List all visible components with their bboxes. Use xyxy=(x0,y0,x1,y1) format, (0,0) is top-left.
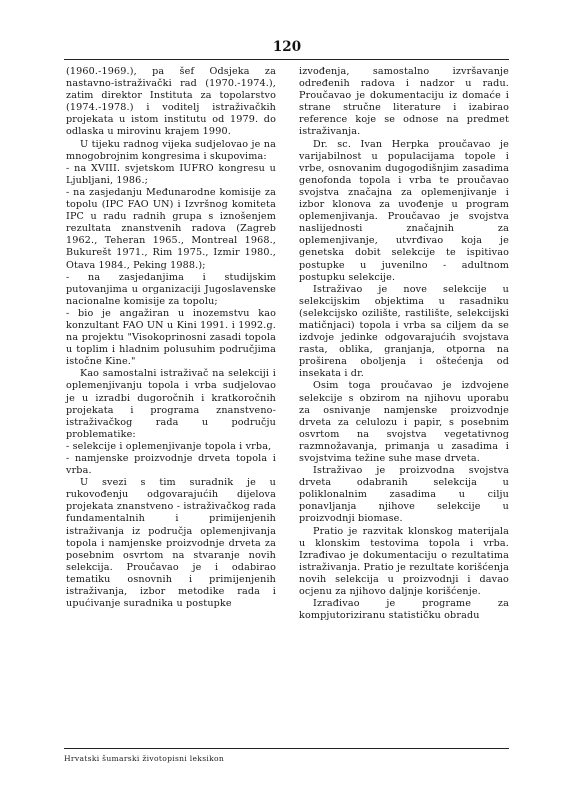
right-column xyxy=(299,66,509,622)
left-paragraph: - na zasjedanjima i studijskim putovanjima u organizaciji Jugoslavenske nacionalne komisije za topolu; xyxy=(66,271,276,307)
left-paragraph: - bio je angažiran u inozemstvu kao konzultant FAO UN u Kini 1991. i 1992.g. na projektu "Visokoprinosni zasadi topola u toplim i hladnim polusuhim područjima istočne Kine." xyxy=(66,307,276,368)
right-paragraph: Izrađivao je programe za kompjutoriziranu statističku obradu xyxy=(299,598,509,622)
right-paragraph: Istraživao je nove selekcije u selekcijskim objektima u rasadniku (selekcijsko ozilište, rastilište, selekcijski matičnjaci) topola i vrba sa ciljem da se izdvoje jedinke odgovarajućih svojstava rasta, oblika, granjanja, otporna na proširena oboljenja i oštećenja od insekata i dr. xyxy=(299,283,509,380)
footer-rule xyxy=(64,748,509,749)
footer-title: Hrvatski šumarski životopisni leksikon xyxy=(64,754,225,763)
page-number: 120 xyxy=(272,39,302,55)
right-paragraph: izvođenja, samostalno izvršavanje određenih radova i nadzor u radu. Proučavao je dokumentaciju iz domaće i strane stručne literature i izabirao reference koje se odnose na predmet istraživanja. xyxy=(299,66,509,138)
left-paragraph: - na XVIII. svjetskom IUFRO kongresu u Ljubljani, 1986.; xyxy=(66,162,276,186)
left-paragraph: (1960.-1969.), pa šef Odsjeka za nastavno-istraživački rad (1970.-1974.), zatim direktor Instituta za topolarstvo (1974.-1978.) i voditelj istraživačkih projekata u istom institutu od 1979. do odlaska u mirovinu krajem 1990. xyxy=(66,66,276,138)
right-paragraph: Osim toga proučavao je izdvojene selekcije s obzirom na njihovu uporabu za osnivanje namjenske proizvodnje drveta za celulozu i papir, s posebnim osvrtom na svojstva vegetativnog razmnožavanja, primanja u zasadima i svojstvima težine suhe mase drveta. xyxy=(299,380,509,464)
left-paragraph: - selekcije i oplemenjivanje topola i vrba, xyxy=(66,440,272,452)
header-rule xyxy=(64,59,509,60)
right-paragraph: Pratio je razvitak klonskog materijala u klonskim testovima topola i vrba. Izrađivao je dokumentaciju o rezultatima istraživanja. Pratio je rezultate korišćenja novih selekcija u proizvodnji i davao ocjenu za njihovo daljnje korišćenje. xyxy=(299,525,510,598)
left-column xyxy=(66,66,276,610)
left-paragraph: - na zasjedanju Međunarodne komisije za topolu (IPC FAO UN) i Izvršnog komiteta IPC u radu radnih grupa s iznošenjem rezultata znanstvenih radova (Zagreb 1962., Teheran 1965., Montreal 1968., Bukurešt 1971., Rim 1975., Izmir 1980., Otava 1984., Peking 1988.); xyxy=(66,186,276,271)
left-paragraph: - namjenske proizvodnje drveta topola i vrba. xyxy=(66,453,276,477)
left-paragraph: U tijeku radnog vijeka sudjelovao je na mnogobrojnim kongresima i skupovima: xyxy=(66,138,276,162)
left-paragraph: U svezi s tim suradnik je u rukovođenju odgovarajućih dijelova projekata znanstveno - istraživačkog rada fundamentalnih i primijenjenih istraživanja iz područja oplemenjivanja topola i namjenske proizvodnje drveta za posebnim osvrtom na stvaranje novih selekcija. Proučavao je i odabirao tematiku osnovnih i primijenjenih istraživanja, izbor metodike rada i upućivanje suradnika u postupke xyxy=(66,477,276,610)
right-paragraph: Istraživao je proizvodna svojstva drveta odabranih selekcija u poliklonalnim zasadima u cilju ponavljanja njihove selekcije u proizvodnji biomase. xyxy=(299,465,509,525)
right-paragraph: Dr. sc. Ivan Herpka proučavao je varijabilnost u populacijama topole i vrbe, osnovanim dugogodišnjim zasadima genofonda topola i vrba te proučavao svojstva značajna za oplemenjivanje i izbor klonova za uvođenje u program oplemenjivanja. Proučavao je svojstva naslijednosti značajnih za oplemenjivanje, utvrđivao koja je genetska dobit selekcije te ispitivao postupke u juvenilno - adultnom postupku selekcije. xyxy=(299,138,509,283)
left-paragraph: Kao samostalni istraživač na selekciji i oplemenjivanju topola i vrba sudjelovao je u izradbi dugoročnih i kratkoročnih projekata i programa znanstveno-istraživačkog rada u području problematike: xyxy=(66,368,276,440)
